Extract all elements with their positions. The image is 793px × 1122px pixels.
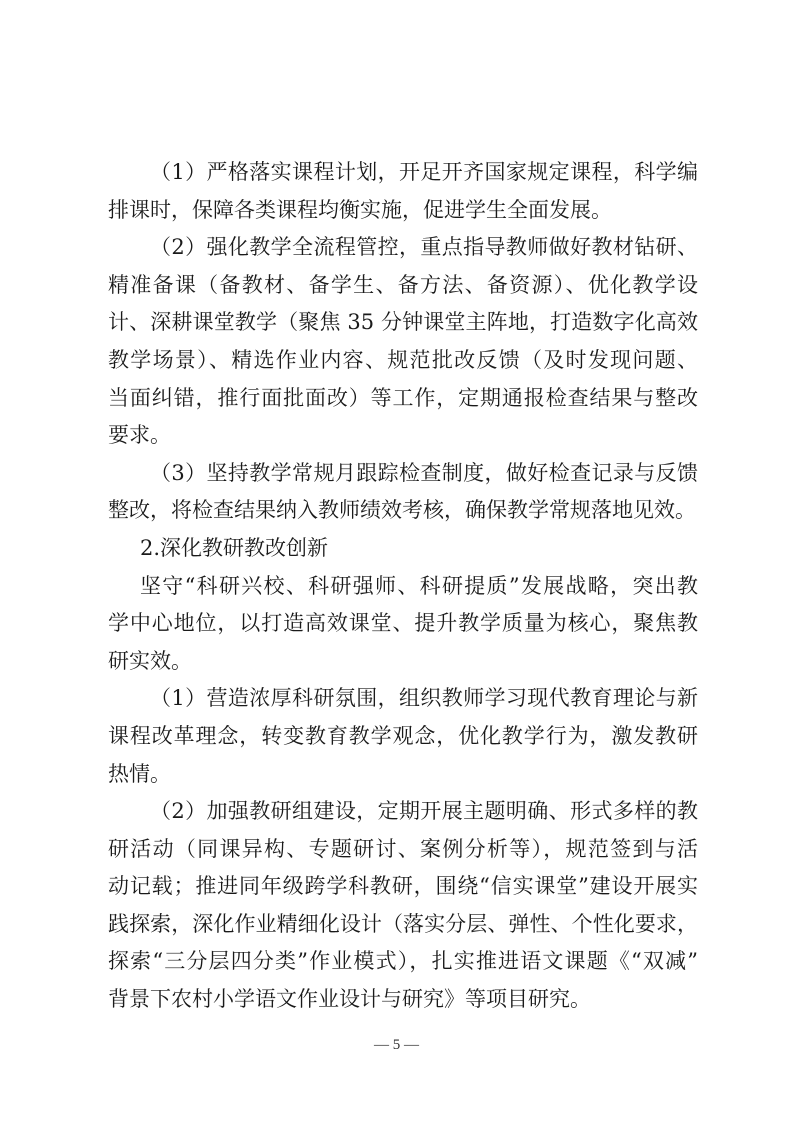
paragraph-line: 课程改革理念，转变教育教学观念，优化教学行为，激发教研 (108, 723, 698, 748)
page-number: — 5 — (374, 1037, 419, 1053)
paragraph-line: 背景下农村小学语文作业设计与研究》等项目研究。 (108, 987, 591, 1012)
paragraph-line: （2）加强教研组建设，定期开展主题明确、形式多样的教 (150, 799, 698, 824)
paragraph-line: 研实效。 (108, 648, 192, 673)
paragraph-line: 计、深耕课堂教学（聚焦 35 分钟课堂主阵地，打造数字化高效 (108, 310, 698, 335)
paragraph-line: 精准备课（备教材、备学生、备方法、备资源）、优化教学设 (108, 272, 698, 297)
paragraph-line: 践探索，深化作业精细化设计（落实分层、弹性、个性化要求， (108, 911, 698, 936)
paragraph-line: （1）严格落实课程计划，开足开齐国家规定课程，科学编 (150, 160, 698, 184)
document-body (108, 154, 698, 1019)
paragraph-line: 排课时，保障各类课程均衡实施，促进学生全面发展。 (108, 197, 612, 222)
section-heading: 2.深化教研教改创新 (140, 535, 329, 560)
paragraph-line: （3）坚持教学常规月跟踪检查制度，做好检查记录与反馈 (150, 460, 698, 485)
paragraph-line: （1）营造浓厚科研氛围，组织教师学习现代教育理论与新 (150, 686, 698, 711)
paragraph-line: 要求。 (108, 423, 171, 448)
paragraph-line: （2）强化教学全流程管控，重点指导教师做好教材钻研、 (150, 235, 698, 260)
paragraph-line: 热情。 (108, 761, 171, 786)
paragraph-line: 研活动（同课异构、专题研讨、案例分析等），规范签到与活 (108, 836, 698, 861)
paragraph-line: 教学场景）、精选作业内容、规范批改反馈（及时发现问题、 (108, 347, 698, 372)
paragraph-line: 坚守“科研兴校、科研强师、科研提质”发展战略，突出教 (140, 573, 698, 598)
paragraph-line: 学中心地位，以打造高效课堂、提升教学质量为核心，聚焦教 (108, 611, 698, 636)
paragraph-line: 当面纠错，推行面批面改）等工作，定期通报检查结果与整改 (108, 385, 698, 410)
paragraph-line: 探索“三分层四分类”作业模式），扎实推进语文课题《“双减” (108, 949, 698, 974)
paragraph-line: 整改，将检查结果纳入教师绩效考核，确保教学常规落地见效。 (108, 498, 696, 523)
paragraph-line: 动记载；推进同年级跨学科教研，围绕“信实课堂”建设开展实 (108, 874, 698, 899)
